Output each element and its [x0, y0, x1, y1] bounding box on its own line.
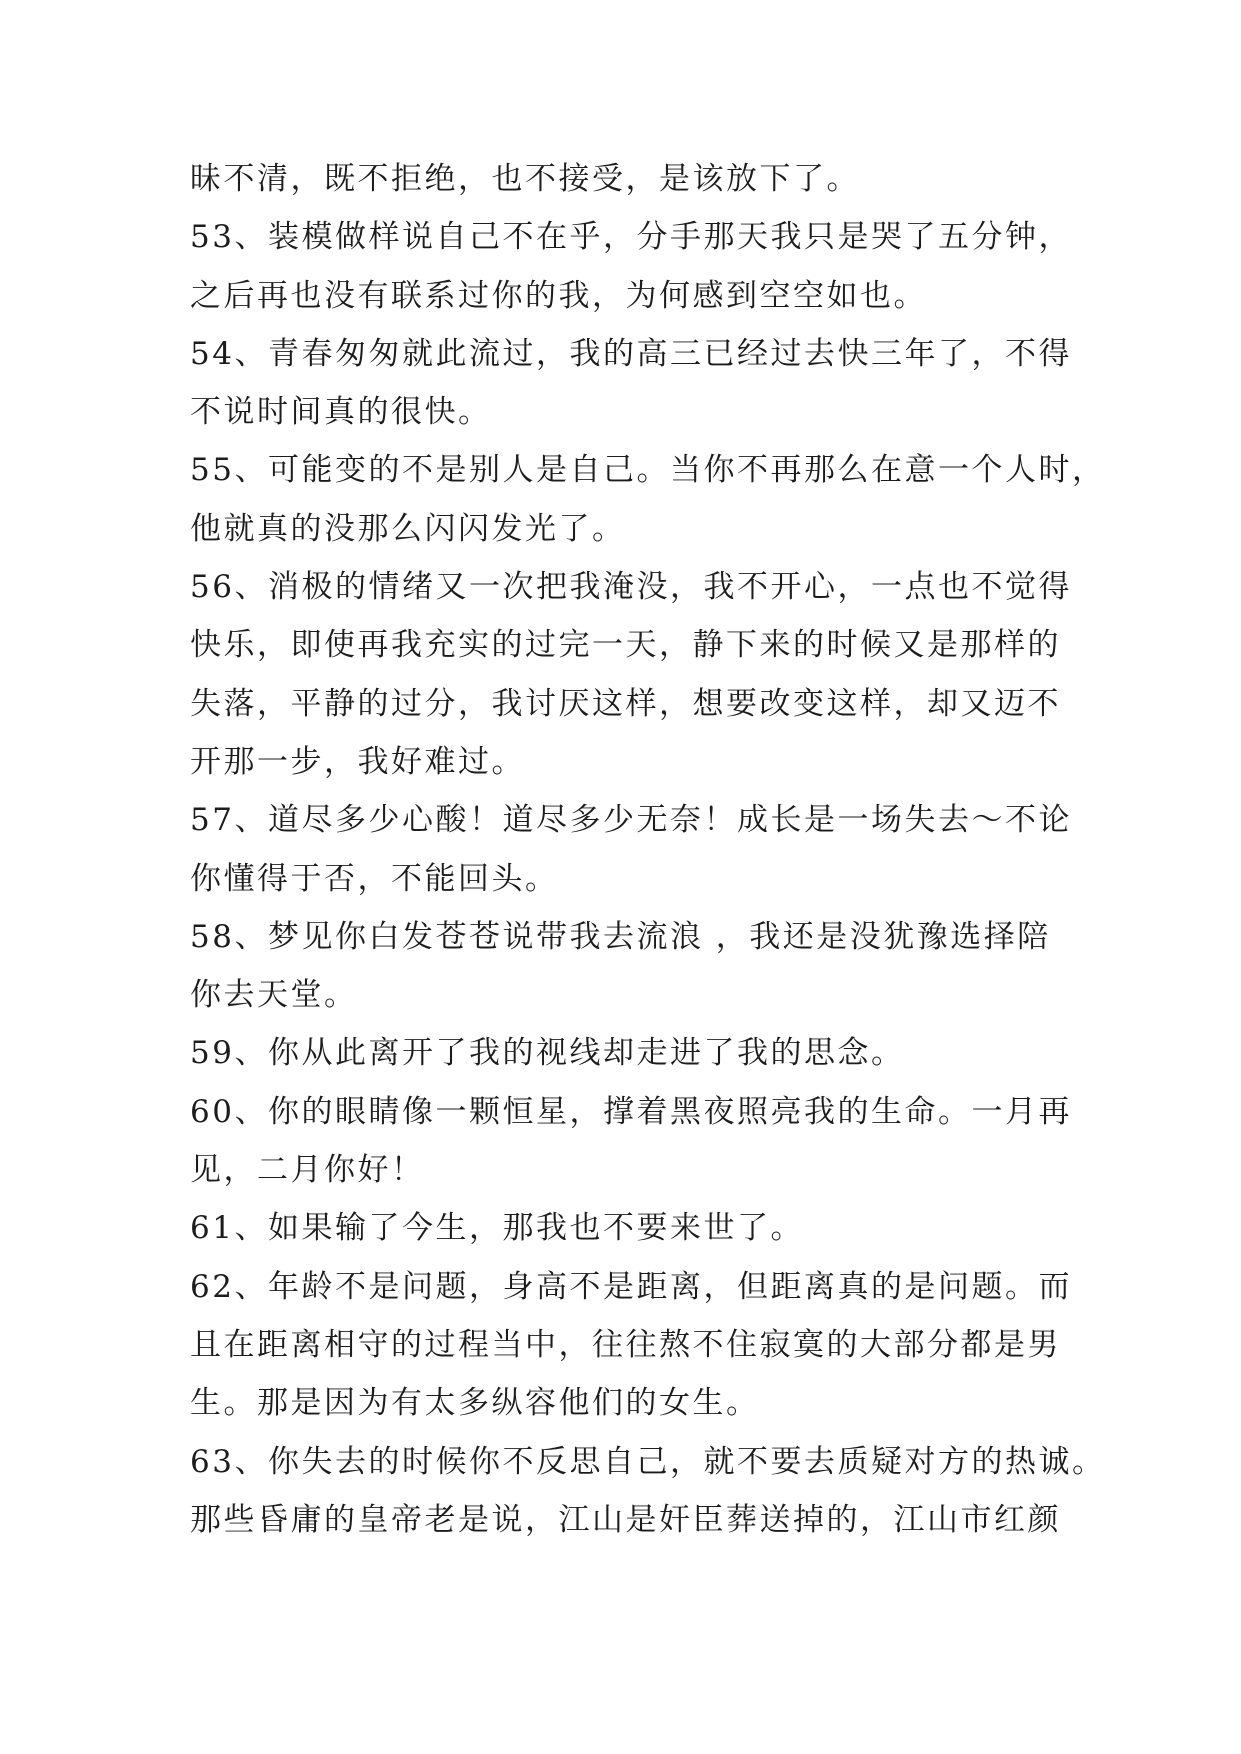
text-line: 57、道尽多少心酸！道尽多少无奈！成长是一场失去～不论 — [190, 802, 1072, 839]
text-line: 昧不清，既不拒绝，也不接受，是该放下了。 — [190, 161, 860, 197]
text-line: 之后再也没有联系过你的我，为何感到空空如也。 — [190, 277, 927, 314]
text-line: 失落，平静的过分，我讨厌这样，想要改变这样，却又迈不 — [190, 685, 1061, 722]
text-line: 你懂得于否，不能回头。 — [190, 860, 559, 897]
text-line: 54、青春匆匆就此流过，我的高三已经过去快三年了，不得 — [190, 335, 1072, 372]
text-line: 开那一步，我好难过。 — [190, 743, 525, 780]
text-line: 59、你从此离开了我的视线却走进了我的思念。 — [190, 1035, 905, 1072]
text-line: 58、梦见你白发苍苍说带我去流浪 ，我还是没犹豫选择陪 — [190, 918, 1051, 955]
text-line: 53、装模做样说自己不在乎，分手那天我只是哭了五分钟， — [190, 219, 1072, 256]
text-line: 不说时间真的很快。 — [190, 394, 492, 431]
text-body — [190, 150, 1106, 1549]
text-line: 61、如果输了今生，那我也不要来世了。 — [190, 1210, 804, 1247]
text-line: 见，二月你好！ — [190, 1152, 425, 1189]
text-line: 63、你失去的时候你不反思自己，就不要去质疑对方的热诚。 — [190, 1443, 1106, 1480]
text-line: 快乐，即使再我充实的过完一天，静下来的时候又是那样的 — [190, 627, 1061, 664]
text-line: 你去天堂。 — [190, 977, 358, 1014]
text-line: 那些昏庸的皇帝老是说，江山是奸臣葬送掉的，江山市红颜 — [190, 1501, 1061, 1538]
text-line: 55、可能变的不是别人是自己。当你不再那么在意一个人时， — [190, 452, 1106, 489]
text-line: 且在距离相守的过程当中，往往熬不住寂寞的大部分都是男 — [190, 1326, 1061, 1363]
text-line: 62、年龄不是问题，身高不是距离，但距离真的是问题。而 — [190, 1268, 1072, 1305]
text-line: 生。那是因为有太多纵容他们的女生。 — [190, 1385, 760, 1422]
text-line: 56、消极的情绪又一次把我淹没，我不开心，一点也不觉得 — [190, 569, 1072, 606]
text-line: 他就真的没那么闪闪发光了。 — [190, 510, 626, 547]
text-line: 60、你的眼睛像一颗恒星，撑着黑夜照亮我的生命。一月再 — [190, 1093, 1072, 1130]
